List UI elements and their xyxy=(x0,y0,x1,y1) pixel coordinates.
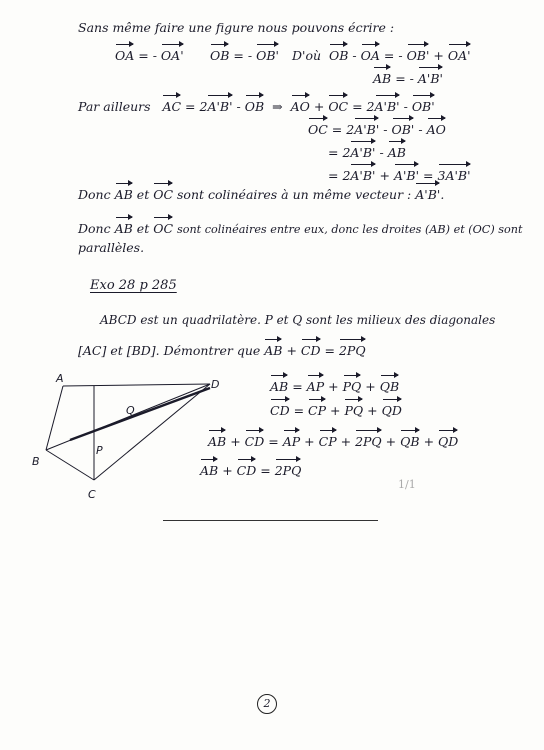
vector-2pq: 2PQ xyxy=(355,427,382,449)
vector-cp: CP xyxy=(308,396,326,418)
vector-3ab-prime: 3A'B' xyxy=(438,161,471,183)
operator: - xyxy=(352,48,357,63)
derivation-ab xyxy=(270,372,399,394)
equation-ob xyxy=(210,41,279,63)
vector-ob: OB xyxy=(329,41,348,63)
vector-cd: CD xyxy=(237,456,257,478)
et-text: et xyxy=(136,187,150,202)
operator: = - xyxy=(233,48,253,63)
oc-line-2 xyxy=(328,138,406,160)
vector-ab-prime: A'B' xyxy=(375,92,400,114)
label-b: B xyxy=(32,455,40,468)
vector-oc: OC xyxy=(153,180,173,202)
vector-ab-prime: A'B' xyxy=(350,161,375,183)
equation-oa xyxy=(115,41,184,63)
vector-oc: OC xyxy=(308,115,328,137)
operator: + xyxy=(365,379,376,394)
segment-pq xyxy=(70,388,210,440)
vector-2pq: 2PQ xyxy=(275,456,302,478)
vector-oc: OC xyxy=(328,92,348,114)
operator: = xyxy=(292,379,303,394)
operator: - xyxy=(236,99,241,114)
operator: = xyxy=(324,343,335,358)
vector-oa-prime: OA' xyxy=(448,41,471,63)
vector-ab: AB xyxy=(373,64,391,86)
label-c: C xyxy=(88,488,96,501)
vector-ab-prime: A'B' xyxy=(418,64,443,86)
vector-ac: AC xyxy=(162,92,181,114)
statement-text: [AC] et [BD]. Démontrer que xyxy=(78,343,261,358)
operator: ⇒ xyxy=(268,99,287,114)
operator: = xyxy=(423,168,434,183)
vector-ab: AB xyxy=(115,214,133,236)
vector-ab: AB xyxy=(200,456,218,478)
vector-ob: OB xyxy=(245,92,264,114)
conclusion-text: sont colinéaires à un même vecteur : xyxy=(177,187,412,202)
vector-cd: CD xyxy=(301,336,321,358)
conclusion-line-1: Donc AB et OC sont colinéaires à un même vecteur : A'B'. xyxy=(78,180,444,202)
operator: = 2 xyxy=(328,168,351,183)
vector-cd: CD xyxy=(270,396,290,418)
exercise-statement-1 xyxy=(100,312,495,328)
vector-ab: AB xyxy=(115,180,133,202)
edge-ab xyxy=(46,386,63,450)
vector-ob: OB xyxy=(210,41,229,63)
operator: + xyxy=(313,99,325,114)
vector-qd: QD xyxy=(438,427,458,449)
label-d: D xyxy=(211,378,220,391)
operator: + xyxy=(222,463,233,478)
operator: + xyxy=(304,434,315,449)
derivation-cd xyxy=(270,396,402,418)
dou-text: D'où xyxy=(292,48,322,63)
par-ailleurs-line xyxy=(78,92,435,114)
operator: = 2 xyxy=(328,145,351,160)
exercise-title: Exo 28 p 285 xyxy=(90,278,177,293)
operator: - xyxy=(383,122,388,137)
operator: + xyxy=(328,379,339,394)
separator-line xyxy=(163,520,378,521)
vector-ob-prime: OB' xyxy=(412,92,435,114)
operator: = 2 xyxy=(352,99,375,114)
exercise-statement-2 xyxy=(78,336,366,358)
et-text: et xyxy=(136,221,150,236)
derivation-sum xyxy=(208,427,458,449)
donc-text: Donc xyxy=(78,187,111,202)
operator: + xyxy=(367,403,378,418)
vector-qd: QD xyxy=(382,396,402,418)
paralleles-text: parallèles. xyxy=(78,240,145,255)
vector-ab-prime: A'B' xyxy=(394,161,419,183)
operator: = 2 xyxy=(185,99,208,114)
label-q: Q xyxy=(126,404,135,417)
conclusion-line-3 xyxy=(78,240,144,256)
vector-ao: AO xyxy=(291,92,310,114)
vector-ab-prime: A'B' xyxy=(354,115,379,137)
quadrilateral-figure xyxy=(30,370,220,505)
statement-text: ABCD est un quadrilatère. P et Q sont les milieux des diagonales xyxy=(100,313,496,327)
equation-ab xyxy=(373,64,443,86)
operator: = - xyxy=(395,71,414,86)
equation-diff xyxy=(292,41,471,63)
operator: + xyxy=(286,343,297,358)
vector-pq: PQ xyxy=(344,396,363,418)
operator: = xyxy=(293,403,305,418)
operator: + xyxy=(385,434,397,449)
vector-cp: CP xyxy=(319,427,337,449)
donc-text: Donc xyxy=(78,221,111,236)
operator: = - xyxy=(383,48,403,63)
vector-oa: OA xyxy=(361,41,380,63)
vector-ob-prime: OB' xyxy=(407,41,430,63)
operator: + xyxy=(330,403,341,418)
vector-oa-prime: OA' xyxy=(161,41,184,63)
vector-ab: AB xyxy=(264,336,282,358)
edge-cd xyxy=(94,384,210,480)
vector-cd: CD xyxy=(245,427,265,449)
operator: = - xyxy=(138,48,157,63)
conclusion-line-2 xyxy=(78,214,522,236)
label-p: P xyxy=(96,444,103,457)
edge-bc xyxy=(46,450,94,480)
conclusion-text: sont colinéaires entre eux, donc les droites (AB) et (OC) sont xyxy=(177,223,523,236)
vector-pq: PQ xyxy=(343,372,362,394)
operator: + xyxy=(230,434,241,449)
oc-line-1 xyxy=(308,115,446,137)
vector-ab-prime: A'B' xyxy=(415,180,440,202)
label-a: A xyxy=(56,372,64,385)
operator: + xyxy=(433,48,444,63)
operator: - xyxy=(403,99,408,114)
vector-ob-prime: OB' xyxy=(256,41,279,63)
operator: = xyxy=(268,434,279,449)
vector-2pq: 2PQ xyxy=(339,336,366,358)
operator: + xyxy=(340,434,352,449)
operator: - xyxy=(379,145,384,160)
pencil-mark: 1/1 xyxy=(398,478,416,491)
operator: = 2 xyxy=(331,122,355,137)
vector-ab: AB xyxy=(270,372,288,394)
operator: + xyxy=(379,168,390,183)
intro-line xyxy=(78,20,394,36)
intro-text: Sans même faire une figure nous pouvons écrire : xyxy=(78,20,395,35)
vector-oa: OA xyxy=(115,41,134,63)
par-ailleurs-label: Par ailleurs xyxy=(78,99,151,114)
vector-ab-prime: A'B' xyxy=(207,92,232,114)
operator: - xyxy=(418,122,423,137)
vector-ao: AO xyxy=(427,115,446,137)
vector-ap: AP xyxy=(283,427,300,449)
vector-ob-prime: OB' xyxy=(392,115,415,137)
operator: = xyxy=(260,463,271,478)
vector-qb: QB xyxy=(400,427,419,449)
vector-ab: AB xyxy=(208,427,226,449)
operator: + xyxy=(423,434,435,449)
vector-ab: AB xyxy=(388,138,406,160)
vector-oc: OC xyxy=(153,214,173,236)
edge-ad xyxy=(63,384,210,386)
page-number: 2 xyxy=(257,694,277,714)
vector-ab-prime: A'B' xyxy=(350,138,375,160)
vector-qb: QB xyxy=(380,372,399,394)
vector-ap: AP xyxy=(307,372,324,394)
